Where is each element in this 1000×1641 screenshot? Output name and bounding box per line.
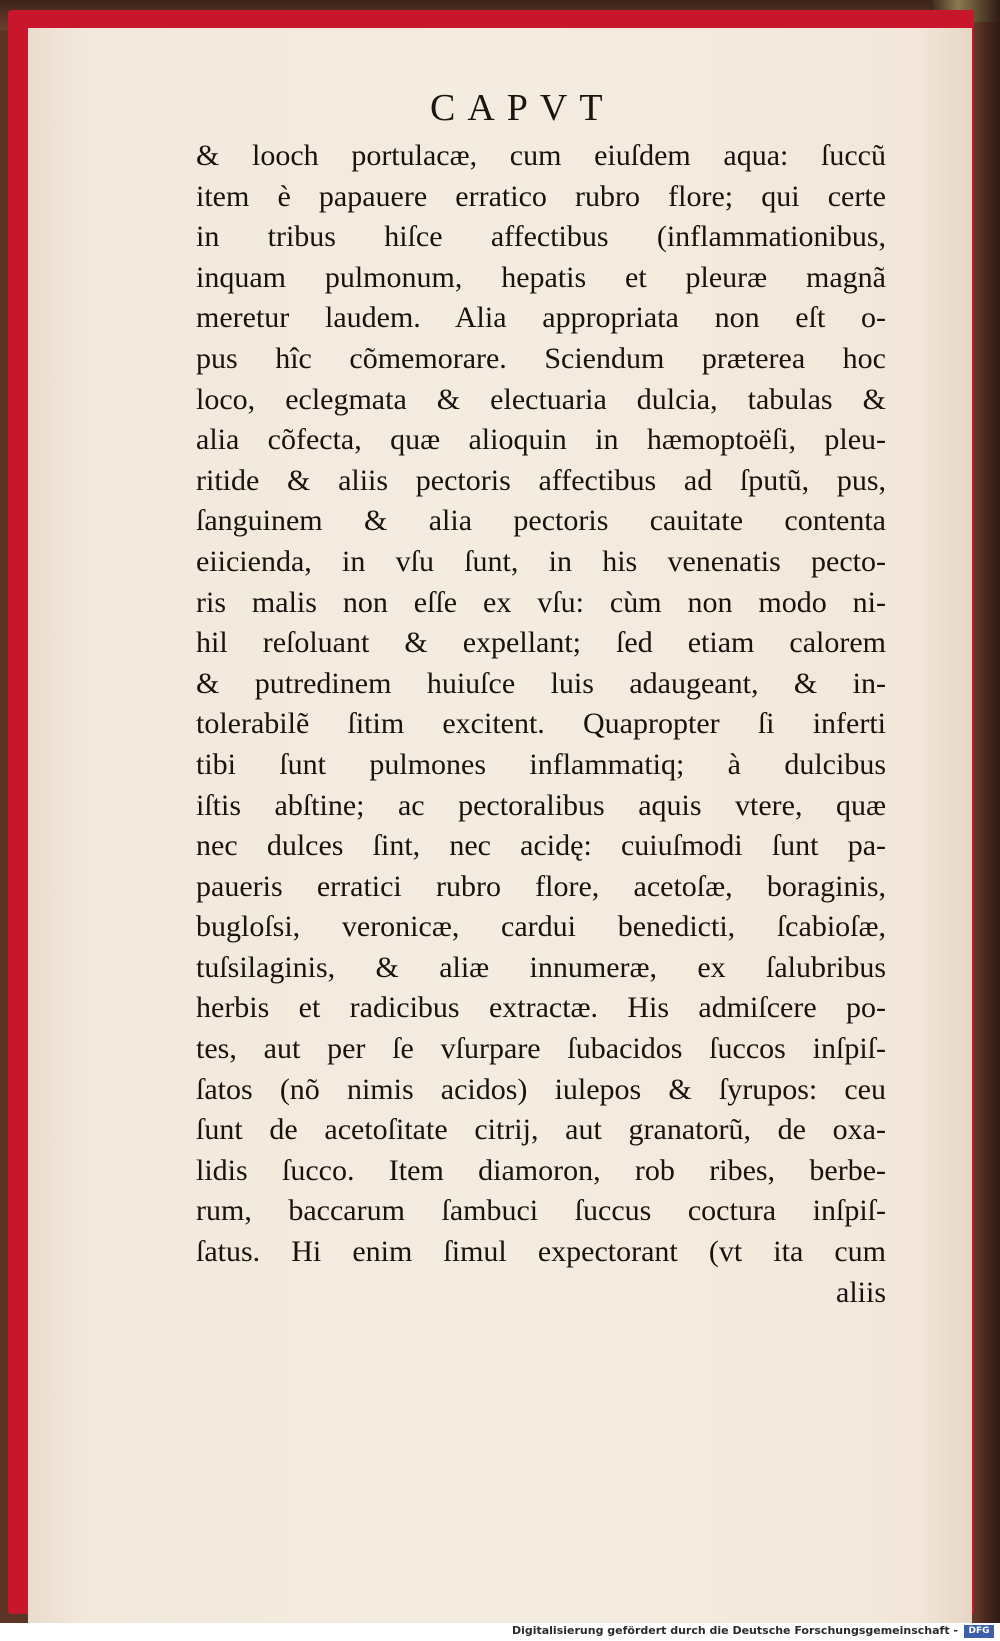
- digitization-footer: [0, 1623, 1000, 1641]
- running-head: CAPVT: [430, 87, 615, 129]
- text-line: nec dulces ſint, nec acidę: cuiuſmodi ſunt pa-: [196, 829, 886, 863]
- text-line: ris malis non eſſe ex vſu: cùm non modo ni-: [196, 585, 886, 619]
- footer-credit: Digitalisierung gefördert durch die Deutsche Forschungsgemeinschaft -: [511, 1624, 958, 1637]
- text-line: & looch portulacæ, cum eiuſdem aqua: ſuccũ: [196, 139, 886, 172]
- text-line: inquam pulmonum, hepatis et pleuræ magnã: [196, 260, 886, 294]
- text-line: tuſsilaginis, & aliæ innumeræ, ex ſalubribus: [196, 950, 886, 984]
- dfg-logo: DFG: [964, 1625, 994, 1638]
- text-line: & putredinem huiuſce luis adaugeant, & in-: [196, 666, 886, 700]
- text-line: lidis ſucco. Item diamoron, rob ribes, berbe-: [196, 1153, 886, 1187]
- text-line: tes, aut per ſe vſurpare ſubacidos ſuccos inſpiſ-: [196, 1032, 886, 1066]
- text-line: alia cõfecta, quæ alioquin in hæmoptoëſi, pleu-: [196, 423, 886, 457]
- text-line: tibi ſunt pulmones inflammatiq; à dulcibus: [196, 747, 886, 781]
- text-line: ſanguinem & alia pectoris cauitate contenta: [196, 504, 886, 538]
- text-line: eiicienda, in vſu ſunt, in his venenatis pecto-: [196, 544, 886, 578]
- text-line: pus hîc cõmemorare. Sciendum præterea hoc: [196, 341, 886, 375]
- text-line: in tribus hiſce affectibus (inflammationibus,: [196, 220, 886, 254]
- text-line: ſatus. Hi enim ſimul expectorant (vt ita cum: [196, 1235, 886, 1269]
- page-body-text: [196, 136, 886, 1313]
- text-line: hil reſoluant & expellant; ſed etiam calorem: [196, 626, 886, 660]
- text-line: paueris erratici rubro flore, acetoſæ, boraginis,: [196, 869, 886, 903]
- text-line: iſtis abſtine; ac pectoralibus aquis vtere, quæ: [196, 788, 886, 822]
- text-line: ſunt de acetoſitate citrij, aut granatorũ, de oxa-: [196, 1113, 886, 1147]
- text-line: herbis et radicibus extractæ. His admiſcere po-: [196, 991, 886, 1025]
- text-line: meretur laudem. Alia appropriata non eſt o-: [196, 301, 886, 335]
- text-line: ritide & aliis pectoris affectibus ad ſputũ, pus,: [196, 463, 886, 497]
- text-line: item è papauere erratico rubro flore; qui certe: [196, 179, 886, 213]
- text-line: ſatos (nõ nimis acidos) iulepos & ſyrupos: ceu: [196, 1072, 886, 1106]
- text-line: loco, eclegmata & electuaria dulcia, tabulas &: [196, 382, 886, 416]
- text-line: rum, baccarum ſambuci ſuccus coctura inſpiſ-: [196, 1194, 886, 1228]
- catchword: aliis: [836, 1275, 886, 1309]
- text-line: tolerabilẽ ſitim excitent. Quapropter ſi inferti: [196, 707, 886, 741]
- text-line: bugloſsi, veronicæ, cardui benedicti, ſcabioſæ,: [196, 910, 886, 944]
